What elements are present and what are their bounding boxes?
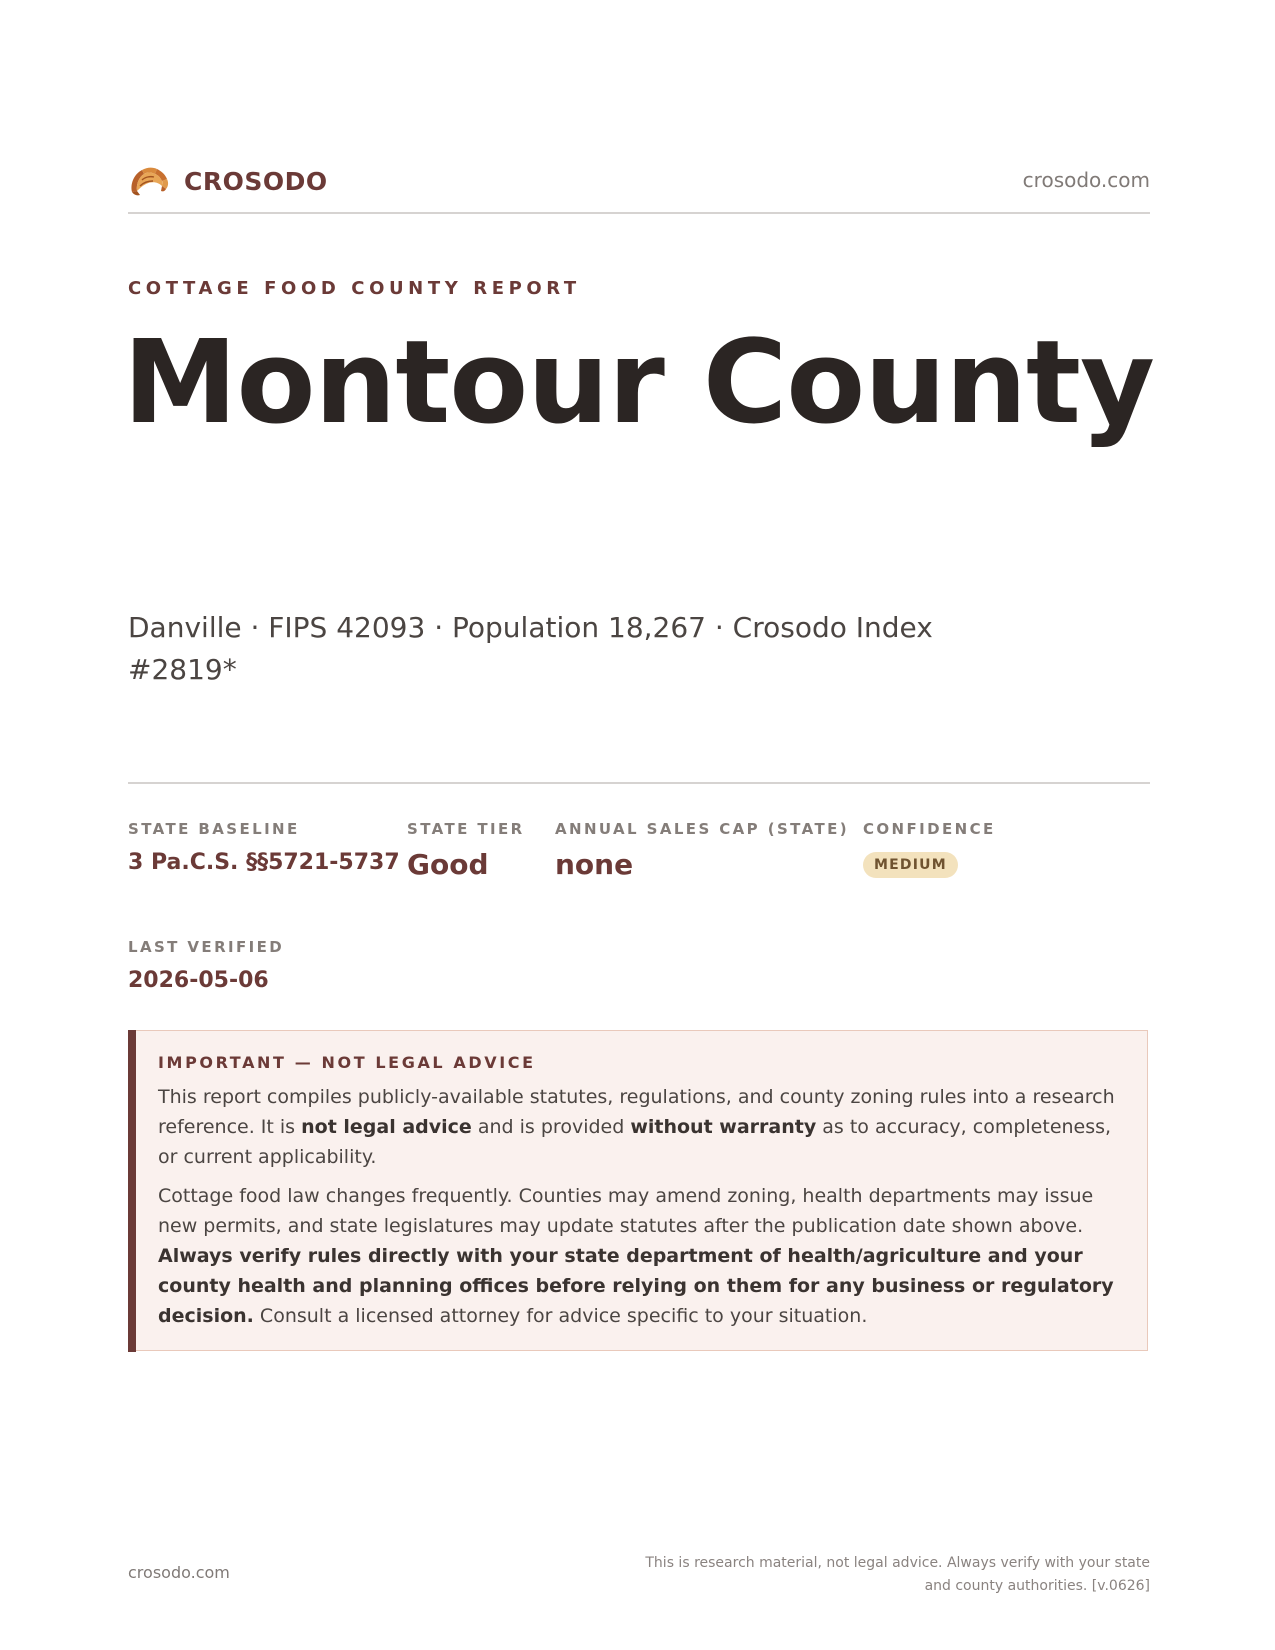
footer-disclaimer: This is research material, not legal advice. Always verify with your state and county authorities. [v.0626] [645,1555,1150,1594]
footer-site[interactable]: crosodo.com [128,1563,230,1582]
report-eyebrow: COTTAGE FOOD COUNTY REPORT [128,278,581,299]
notice-text: Cottage food law changes frequently. Counties may amend zoning, health departments may issue new permits, and state legislatures may update statutes after the publication date shown above. [158,1185,1094,1237]
notice-emphasis: not legal advice [301,1116,472,1138]
notice-emphasis: without warranty [630,1116,817,1138]
croissant-icon [128,162,170,200]
site-url[interactable]: crosodo.com [1022,168,1150,192]
notice-accent-bar [128,1030,136,1352]
notice-text: This report compiles publicly-available statutes, regulations, and county zoning rules into a research reference. It is [158,1086,1115,1138]
notice-paragraph-1 [158,1082,1127,1172]
notice-text: as to accuracy, completeness, or current applicability. [158,1116,1112,1168]
confidence-badge: MEDIUM [863,852,958,878]
annual-sales-cap-label: ANNUAL SALES CAP (STATE) [555,820,850,838]
annual-sales-cap-value: none [555,848,634,881]
notice-text: Consult a licensed attorney for advice specific to your situation. [253,1305,868,1327]
confidence [863,820,996,878]
notice-paragraph-2 [158,1181,1127,1331]
notice-text: and is provided [471,1116,631,1138]
state-baseline-label: STATE BASELINE [128,820,300,838]
county-subtitle: Danville · FIPS 42093 · Population 18,267 · Crosodo Index #2819* [128,611,933,686]
divider [128,782,1150,784]
confidence-label: CONFIDENCE [863,820,996,838]
report-page [123,0,1154,1650]
last-verified [128,938,284,993]
notice-emphasis: Always verify rules directly with your state department of health/agriculture and your county health and planning offices before relying on them for any business or regulatory decision. [158,1245,1114,1327]
last-verified-label: LAST VERIFIED [128,938,285,956]
notice-heading: IMPORTANT — NOT LEGAL ADVICE [158,1053,536,1072]
state-tier-label: STATE TIER [407,820,525,838]
state-tier [407,820,525,881]
state-baseline-value: 3 Pa.C.S. §§5721-5737 [128,850,400,875]
last-verified-value: 2026-05-06 [128,968,269,993]
brand [128,162,328,200]
page-header [128,156,1150,214]
annual-sales-cap [555,820,849,881]
brand-name: CROSODO [184,166,328,196]
state-baseline [128,820,400,875]
legal-notice [128,1030,1148,1351]
state-tier-value: Good [407,848,489,881]
page-title: Montour County [123,316,1154,450]
